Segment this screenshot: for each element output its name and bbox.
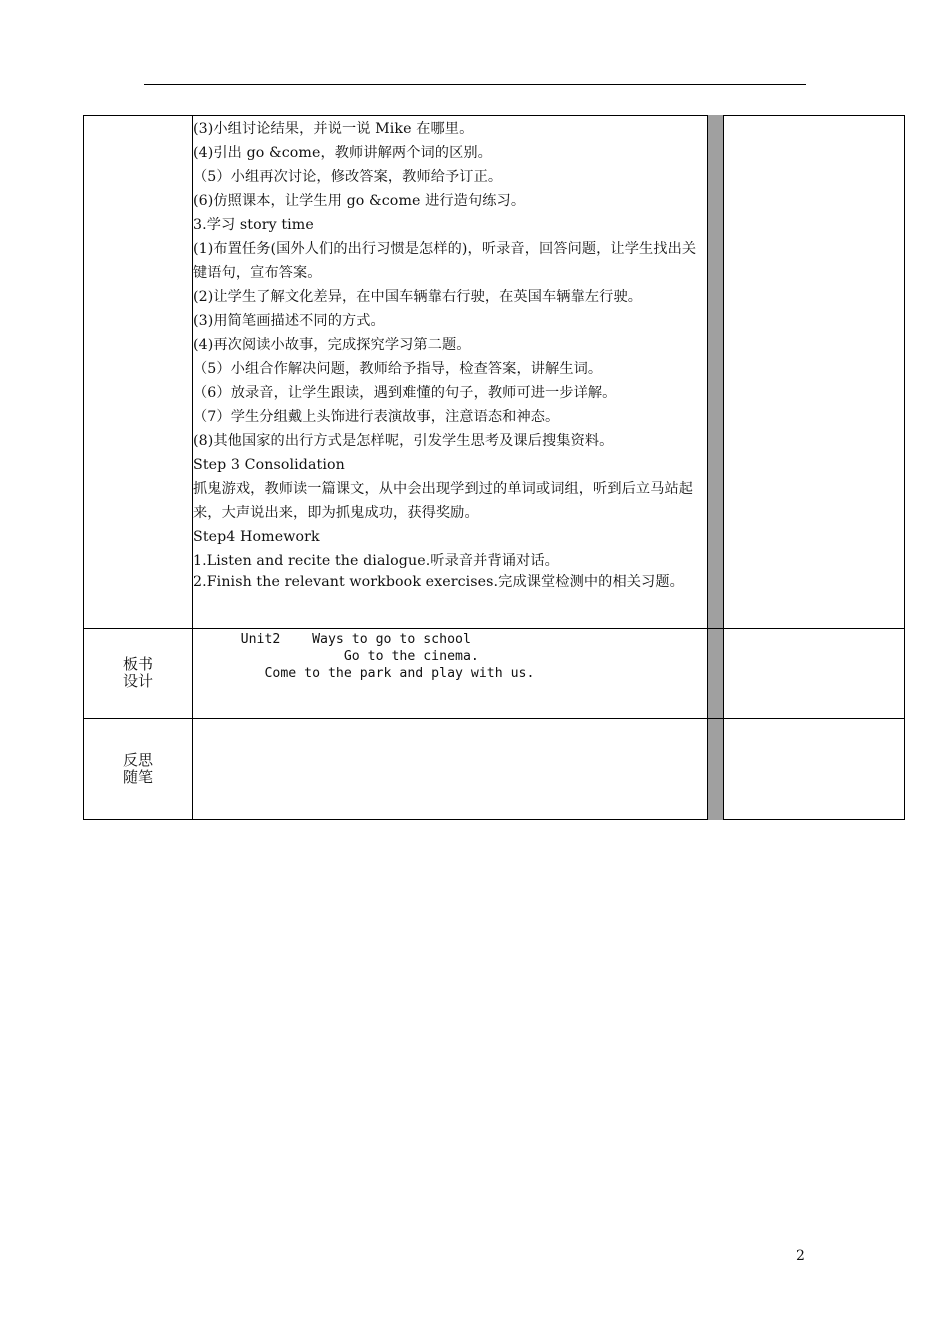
board-line: Go to the cinema. bbox=[193, 649, 479, 664]
gray-separator-column bbox=[707, 115, 724, 820]
teaching-process-cell bbox=[193, 117, 705, 590]
reflection-label-line: 随笔 bbox=[122, 768, 153, 786]
process-line: (3)用简笔画描述不同的方式。 bbox=[193, 313, 385, 329]
process-line: (2)让学生了解文化差异，在中国车辆靠右行驶，在英国车辆靠左行驶。 bbox=[193, 289, 643, 305]
board-design-content bbox=[193, 631, 707, 682]
process-line: （6）放录音，让学生跟读，遇到难懂的句子，教师可进一步详解。 bbox=[193, 385, 617, 401]
row-divider-board bbox=[83, 628, 905, 629]
header-rule bbox=[144, 84, 806, 85]
process-line: （5）小组合作解决问题，教师给予指导，检查答案，讲解生词。 bbox=[193, 361, 603, 377]
process-line: 2.Finish the relevant workbook exercises.完成课堂检测中的相关习题。 bbox=[193, 574, 684, 590]
process-line: (3)小组讨论结果，并说一说 Mike 在哪里。 bbox=[193, 121, 474, 137]
process-line: （7）学生分组戴上头饰进行表演故事，注意语态和神态。 bbox=[193, 409, 560, 425]
process-line: 1.Listen and recite the dialogue.听录音并背诵对话。 bbox=[193, 553, 559, 569]
reflection-label bbox=[83, 752, 193, 786]
page-number: 2 bbox=[796, 1248, 805, 1264]
board-line: Unit2 Ways to go to school bbox=[193, 632, 471, 647]
process-line: (4)再次阅读小故事，完成探究学习第二题。 bbox=[193, 337, 471, 353]
process-line: (4)引出 go &come，教师讲解两个词的区别。 bbox=[193, 145, 492, 161]
board-design-label bbox=[83, 656, 193, 690]
process-line: 3.学习 story time bbox=[193, 217, 314, 233]
reflection-label-line: 反思 bbox=[122, 751, 153, 769]
process-line: 抓鬼游戏，教师读一篇课文，从中会出现学到过的单词或词组，听到后立马站起来，大声说出来，即为抓鬼成功，获得奖励。 bbox=[193, 481, 694, 521]
process-line: Step4 Homework bbox=[193, 529, 320, 545]
board-label-line: 设计 bbox=[122, 672, 153, 690]
process-line: (1)布置任务(国外人们的出行习惯是怎样的)，听录音，回答问题，让学生找出关键语句，宣布答案。 bbox=[193, 241, 697, 281]
process-line: (6)仿照课本，让学生用 go &come 进行造句练习。 bbox=[193, 193, 526, 209]
lesson-plan-table bbox=[83, 115, 905, 820]
board-label-line: 板书 bbox=[122, 655, 153, 673]
row-divider-reflection bbox=[83, 718, 905, 719]
process-line: （5）小组再次讨论，修改答案，教师给予订正。 bbox=[193, 169, 503, 185]
process-line: (8)其他国家的出行方式是怎样呢，引发学生思考及课后搜集资料。 bbox=[193, 433, 614, 449]
process-line: Step 3 Consolidation bbox=[193, 457, 345, 473]
board-line: Come to the park and play with us. bbox=[193, 666, 535, 681]
